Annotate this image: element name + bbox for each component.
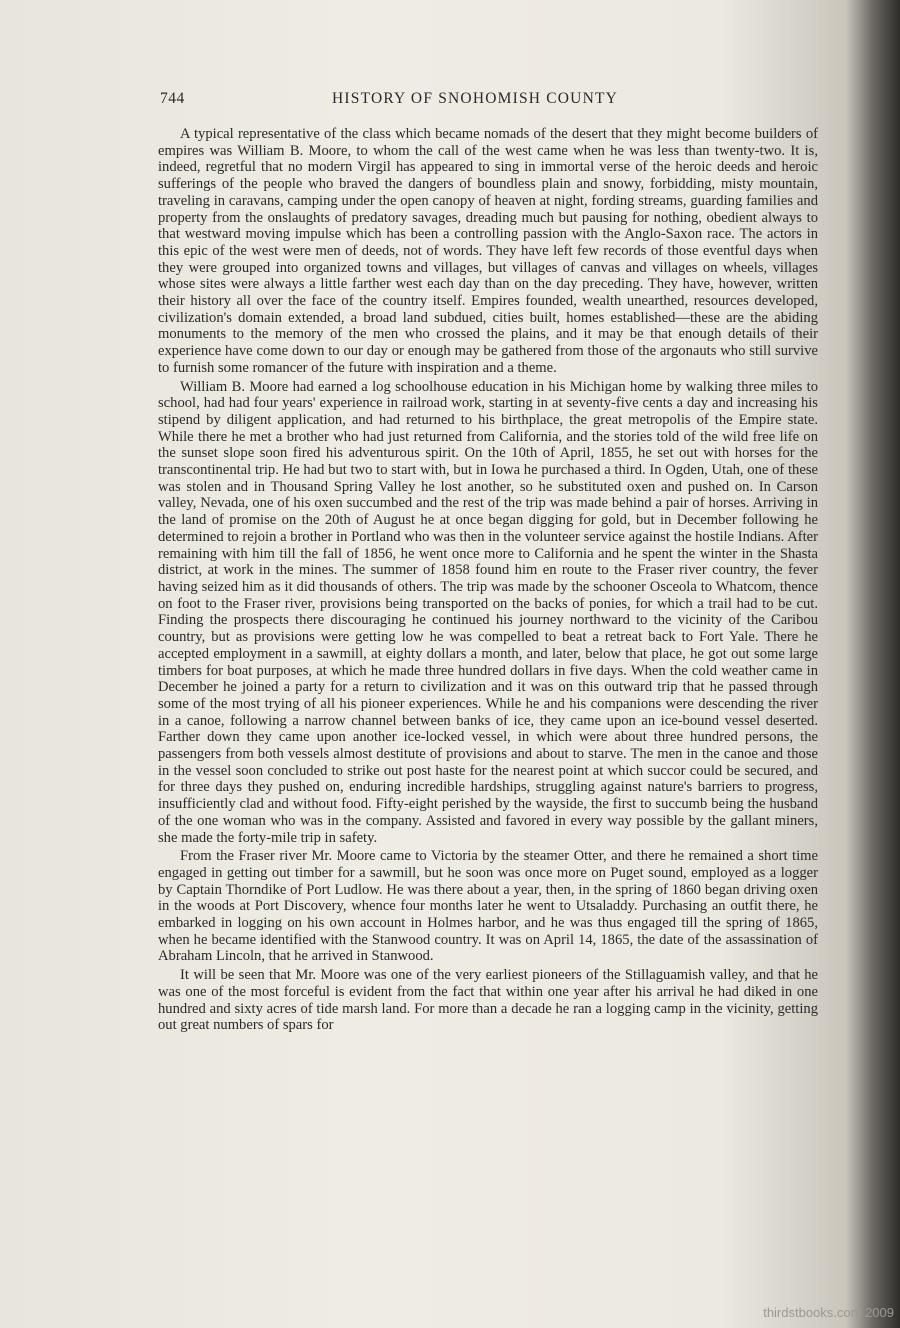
watermark: thirdstbooks.com 2009 <box>763 1305 894 1320</box>
running-title: HISTORY OF SNOHOMISH COUNTY <box>332 90 619 107</box>
page-number: 744 <box>160 90 185 107</box>
paragraph: From the Fraser river Mr. Moore came to Victoria by the steamer Otter, and there he remained a short time engaged in getting out timber for a sawmill, but he soon was once more on Puget sound, employed as a logger by Captain Thorndike of Port Ludlow. He was there about a year, then, in the spring of 1860 began driving oxen in the woods at Port Discovery, whence four months later he went to Utsaladdy. Purchasing an outfit there, he embarked in logging on his own account in Holmes harbor, and he was thus engaged till the spring of 1865, when he became identified with the Stanwood country. It was on April 14, 1865, the date of the assassination of Abraham Lincoln, that he arrived in Stanwood. <box>158 848 818 965</box>
paragraph: A typical representative of the class which became nomads of the desert that they might become builders of empires was William B. Moore, to whom the call of the west came when he was less than twenty-two. It is, indeed, regretful that no modern Virgil has appeared to sing in immortal verse of the heroic deeds and heroic sufferings of the people who braved the dangers of boundless plain and snowy, forbidding, misty mountain, traveling in caravans, camping under the open canopy of heaven at night, fording streams, guarding families and property from the onslaughts of predatory savages, dreading much but pausing for nothing, obedient always to that westward moving impulse which has been a controlling passion with the Anglo-Saxon race. The actors in this epic of the west were men of deeds, not of words. They have left few records of those eventful days when they were grouped into organized towns and villages, but villages of canvas and villages on wheels, villages whose sites were always a little farther west each day than on the day preceding. They have, however, written their history all over the face of the country itself. Empires founded, wealth unearthed, resources developed, civilization's domain extended, a broad land subdued, cities built, homes established—these are the abiding monuments to the memory of the men who crossed the plains, and it may be that enough details of their experience have come down to our day or enough may be gathered from those of the argonauts who still survive to furnish some romancer of the future with inspiration and a theme. <box>158 126 818 376</box>
paragraph: It will be seen that Mr. Moore was one of the very earliest pioneers of the Stillaguamish valley, and that he was one of the most forceful is evident from the fact that within one year after his arrival he had diked in one hundred and sixty acres of tide marsh land. For more than a decade he ran a logging camp in the vicinity, getting out great numbers of spars for <box>158 967 818 1034</box>
paragraph: William B. Moore had earned a log schoolhouse education in his Michigan home by walking three miles to school, had had four years' experience in railroad work, starting in at seventy-five cents a day and increasing his stipend by diligent application, and had returned to his birthplace, the great metropolis of the Empire state. While there he met a brother who had just returned from California, and the stories told of the wild free life on the sunset slope soon fired his adventurous spirit. On the 10th of April, 1855, he set out with horses for the transcontinental trip. He had but two to start with, but in Iowa he purchased a third. In Ogden, Utah, one of these was stolen and in Thousand Spring Valley he lost another, so he substituted oxen and pushed on. In Carson valley, Nevada, one of his oxen succumbed and the rest of the trip was made behind a pair of horses. Arriving in the land of promise on the 20th of August he at once began digging for gold, but in December following he determined to rejoin a brother in Portland who was then in the volunteer service against the hostile Indians. After remaining with him till the fall of 1856, he went once more to California and he spent the winter in the Shasta district, at work in the mines. The summer of 1858 found him en route to the Fraser river country, the fever having seized him as it did thousands of others. The trip was made by the schooner Osceola to Whatcom, thence on foot to the Fraser river, provisions being transported on the backs of ponies, for which a trail had to be cut. Finding the prospects there discouraging he continued his journey northward to the vicinity of the Caribou country, but as provisions were getting low he was compelled to beat a retreat back to Fort Yale. There he accepted employment in a sawmill, at eighty dollars a month, and later, below that place, he got out some large timbers for boat purposes, at which he made three hundred dollars in five days. When the cold weather came in December he joined a party for a return to civilization and it was on this outward trip that he passed through some of the most trying of all his pioneer experiences. While he and his companions were descending the river in a canoe, following a narrow channel between banks of ice, they came upon an ice-bound vessel deserted. Farther down they came upon another ice-locked vessel, in which were about three hundred persons, the passengers from both vessels almost destitute of provisions and about to starve. The men in the canoe and those in the vessel soon concluded to strike out post haste for the nearest point at which succor could be secured, and for three days they pushed on, enduring incredible hardships, struggling against nature's barriers to progress, insufficiently clad and without food. Fifty-eight perished by the wayside, the first to succumb being the husband of the one woman who was in the company. Assisted and favored in every way possible by the gallant miners, she made the forty-mile trip in safety. <box>158 378 818 846</box>
body-text <box>158 126 818 1036</box>
